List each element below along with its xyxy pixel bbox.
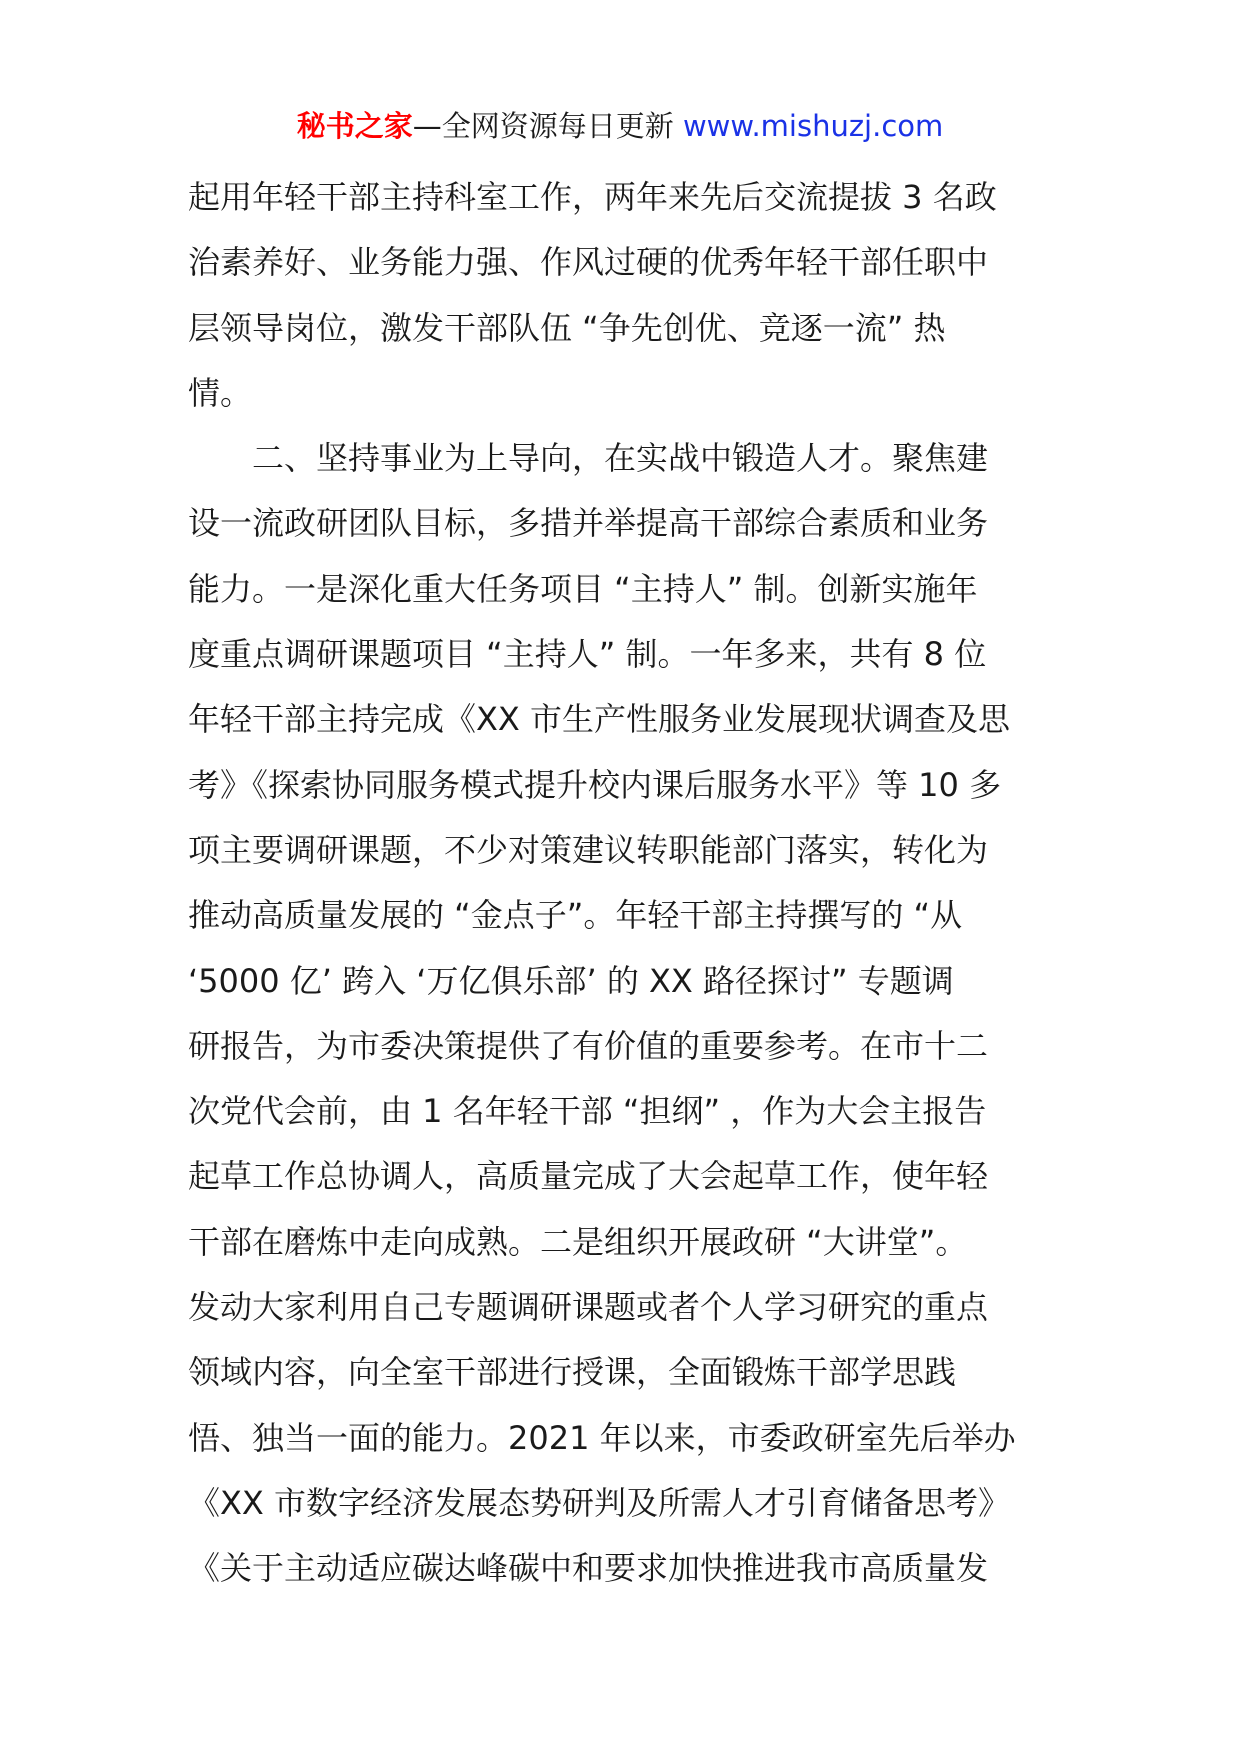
text-line: 推动高质量发展的 “金点子”。年轻干部主持撰写的 “从 (188, 896, 963, 935)
text-line: 干部在磨炼中走向成熟。二是组织开展政研 “大讲堂”。 (188, 1222, 968, 1261)
text-line: 考》《探索协同服务模式提升校内课后服务水平》等 10 多 (188, 765, 1002, 804)
document-body (188, 165, 1052, 1602)
text-line: 层领导岗位，激发干部队伍 “争先创优、竞逐一流” 热 (188, 308, 946, 347)
text-line: 发动大家利用自己专题调研课题或者个人学习研究的重点 (188, 1288, 989, 1327)
text-line: 领域内容，向全室干部进行授课，全面锻炼干部学思践 (188, 1353, 957, 1392)
text-line: 起草工作总协调人，高质量完成了大会起草工作，使年轻 (188, 1157, 989, 1196)
text-line: 设一流政研团队目标，多措并举提高干部综合素质和业务 (188, 504, 989, 543)
text-line: ‘5000 亿’ 跨入 ‘万亿俱乐部’ 的 XX 路径探讨” 专题调 (188, 961, 954, 1000)
text-line: 《关于主动适应碳达峰碳中和要求加快推进我市高质量发 (188, 1549, 989, 1588)
section-heading-line: 二、坚持事业为上导向，在实战中锻造人才。聚焦建 (252, 439, 989, 478)
text-line: 次党代会前，由 1 名年轻干部 “担纲” ，作为大会主报告 (188, 1092, 987, 1131)
text-line: 起用年轻干部主持科室工作，两年来先后交流提拔 3 名政 (188, 178, 997, 216)
text-line: 项主要调研课题，不少对策建议转职能部门落实，转化为 (188, 830, 989, 869)
text-line: 《XX 市数字经济发展态势研判及所需人才引育储备思考》 (188, 1483, 1011, 1522)
header-tagline: —全网资源每日更新 (412, 109, 674, 143)
text-line: 度重点调研课题项目 “主持人” 制。一年多来，共有 8 位 (188, 635, 987, 674)
text-line: 治素养好、业务能力强、作风过硬的优秀年轻干部任职中 (188, 243, 989, 282)
header-url-link[interactable]: www.mishuzj.com (682, 109, 944, 143)
text-line: 悟、独当一面的能力。2021 年以来，市委政研室先后举办 (188, 1418, 1016, 1457)
site-header (0, 104, 1240, 148)
header-brand: 秘书之家 (296, 109, 413, 143)
text-line: 研报告，为市委决策提供了有价值的重要参考。在市十二 (188, 1026, 989, 1065)
text-line: 能力。一是深化重大任务项目 “主持人” 制。创新实施年 (188, 569, 978, 608)
text-line: 情。 (188, 373, 253, 412)
text-line: 年轻干部主持完成《XX 市生产性服务业发展现状调查及思 (188, 700, 1011, 739)
